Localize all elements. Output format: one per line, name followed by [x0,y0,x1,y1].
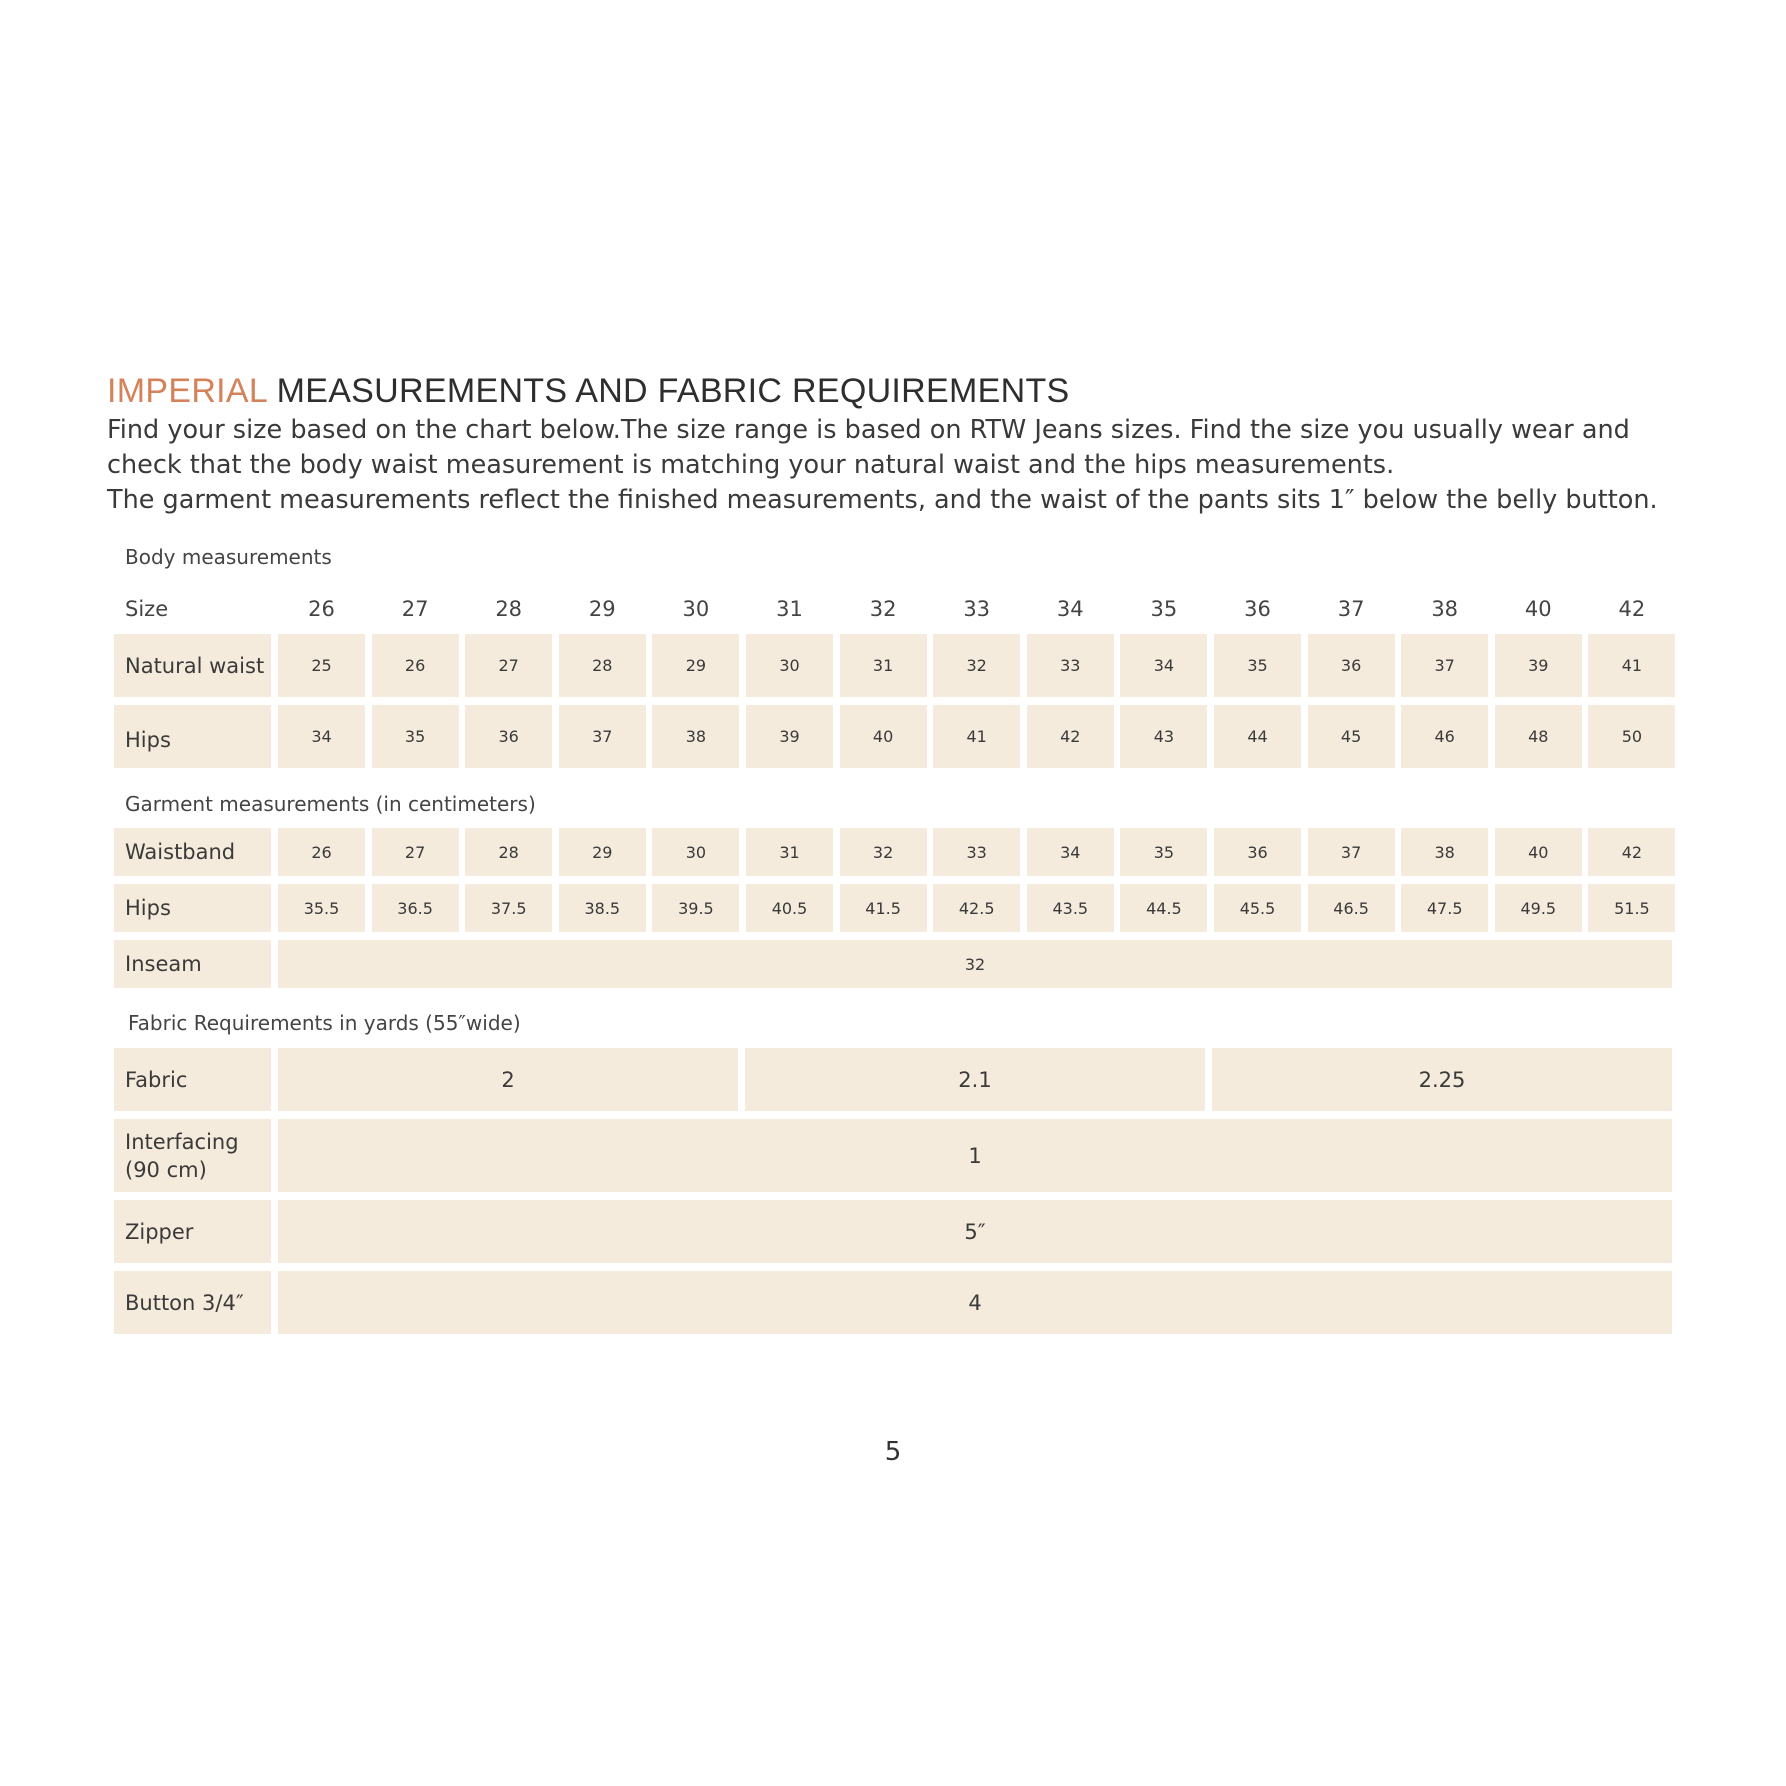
row-label-natural-waist: Natural waist [114,634,271,697]
natural-waist-cell: 28 [559,634,646,697]
garment-hips-cell: 39.5 [652,884,739,932]
garment-measurements-label: Garment measurements (in centimeters) [125,792,536,816]
waistband-cell: 30 [652,828,739,876]
body-hips-cell: 44 [1214,705,1301,768]
waistband-cell: 29 [559,828,646,876]
size-header-cell: 36 [1244,597,1271,621]
garment-hips-cell: 37.5 [465,884,552,932]
waistband-cell: 27 [372,828,459,876]
garment-hips-cell: 51.5 [1588,884,1675,932]
button-value: 4 [278,1271,1672,1334]
size-header-cell: 38 [1431,597,1459,621]
waistband-cell: 42 [1588,828,1675,876]
body-hips-cell: 50 [1588,705,1675,768]
row-label-zipper: Zipper [114,1200,271,1263]
fabric-value-3: 2.25 [1212,1048,1672,1111]
garment-hips-cell: 46.5 [1308,884,1395,932]
intro-line-3: The garment measurements reflect the finished measurements, and the waist of the pants sits 1″ below the belly button. [107,485,1658,515]
body-hips-cell: 35 [372,705,459,768]
body-hips-cell: 39 [746,705,833,768]
fabric-value-1: 2 [278,1048,738,1111]
size-header-cell: 37 [1337,597,1365,621]
size-label: Size [125,597,169,621]
natural-waist-cell: 41 [1588,634,1675,697]
body-hips-cell: 36 [465,705,552,768]
garment-hips-cell: 41.5 [840,884,927,932]
intro-text [107,413,1707,518]
size-header-cell: 40 [1524,597,1552,621]
body-hips-cell: 48 [1495,705,1582,768]
body-hips-cell: 38 [652,705,739,768]
natural-waist-cell: 39 [1495,634,1582,697]
waistband-cell: 35 [1120,828,1207,876]
natural-waist-cell: 26 [372,634,459,697]
garment-hips-cell: 43.5 [1027,884,1114,932]
inseam-value: 32 [278,940,1672,988]
size-header-cell: 30 [682,597,710,621]
size-header-cell: 28 [495,597,523,621]
size-header-cell: 33 [963,597,991,621]
body-hips-cell: 43 [1120,705,1207,768]
natural-waist-cell: 32 [933,634,1020,697]
size-header-cell: 42 [1618,597,1646,621]
waistband-cell: 40 [1495,828,1582,876]
zipper-value: 5″ [278,1200,1672,1263]
waistband-cell: 34 [1027,828,1114,876]
intro-line-1: Find your size based on the chart below.The size range is based on RTW Jeans sizes. Find the size you usually wear and [107,415,1630,445]
title-accent: IMPERIAL [107,372,267,410]
fabric-value-2: 2.1 [745,1048,1205,1111]
garment-hips-cell: 36.5 [372,884,459,932]
page-title [107,372,1070,411]
garment-hips-cell: 45.5 [1214,884,1301,932]
title-rest: MEASUREMENTS AND FABRIC REQUIREMENTS [266,372,1070,410]
garment-hips-cell: 40.5 [746,884,833,932]
waistband-cell: 38 [1401,828,1488,876]
natural-waist-cell: 30 [746,634,833,697]
row-label-interfacing: Interfacing (90 cm) [114,1119,271,1192]
page-number: 5 [884,1437,902,1467]
waistband-cell: 36 [1214,828,1301,876]
body-hips-cell: 34 [278,705,365,768]
body-hips-cell: 45 [1308,705,1395,768]
body-hips-cell: 40 [840,705,927,768]
natural-waist-cell: 35 [1214,634,1301,697]
size-header-cell: 27 [401,597,429,621]
natural-waist-cell: 25 [278,634,365,697]
row-label-inseam: Inseam [114,940,271,988]
waistband-cell: 33 [933,828,1020,876]
natural-waist-cell: 27 [465,634,552,697]
body-measurements-label: Body measurements [125,545,332,569]
row-label-waistband: Waistband [114,828,271,876]
intro-line-2: check that the body waist measurement is matching your natural waist and the hips measurements. [107,450,1395,480]
size-header-cell: 31 [776,597,803,621]
natural-waist-cell: 29 [652,634,739,697]
waistband-cell: 28 [465,828,552,876]
waistband-cell: 26 [278,828,365,876]
interfacing-value: 1 [278,1119,1672,1192]
size-header-cell: 32 [869,597,897,621]
fabric-requirements-label: Fabric Requirements in yards (55″wide) [128,1011,521,1035]
body-hips-cell: 42 [1027,705,1114,768]
garment-hips-cell: 35.5 [278,884,365,932]
row-label-garment-hips: Hips [114,884,271,932]
natural-waist-cell: 34 [1120,634,1207,697]
natural-waist-cell: 33 [1027,634,1114,697]
natural-waist-cell: 37 [1401,634,1488,697]
waistband-cell: 32 [840,828,927,876]
row-label-fabric: Fabric [114,1048,271,1111]
row-label-button: Button 3/4″ [114,1271,271,1334]
size-header-cell: 26 [308,597,335,621]
garment-hips-cell: 49.5 [1495,884,1582,932]
garment-hips-cell: 42.5 [933,884,1020,932]
row-label-body-hips: Hips [114,705,271,768]
body-hips-cell: 41 [933,705,1020,768]
waistband-cell: 37 [1308,828,1395,876]
size-header-cell: 29 [588,597,616,621]
natural-waist-cell: 36 [1308,634,1395,697]
garment-hips-cell: 47.5 [1401,884,1488,932]
garment-hips-cell: 38.5 [559,884,646,932]
size-header-cell: 35 [1150,597,1178,621]
waistband-cell: 31 [746,828,833,876]
body-hips-cell: 46 [1401,705,1488,768]
size-header-cell: 34 [1056,597,1084,621]
garment-hips-cell: 44.5 [1120,884,1207,932]
body-hips-cell: 37 [559,705,646,768]
natural-waist-cell: 31 [840,634,927,697]
